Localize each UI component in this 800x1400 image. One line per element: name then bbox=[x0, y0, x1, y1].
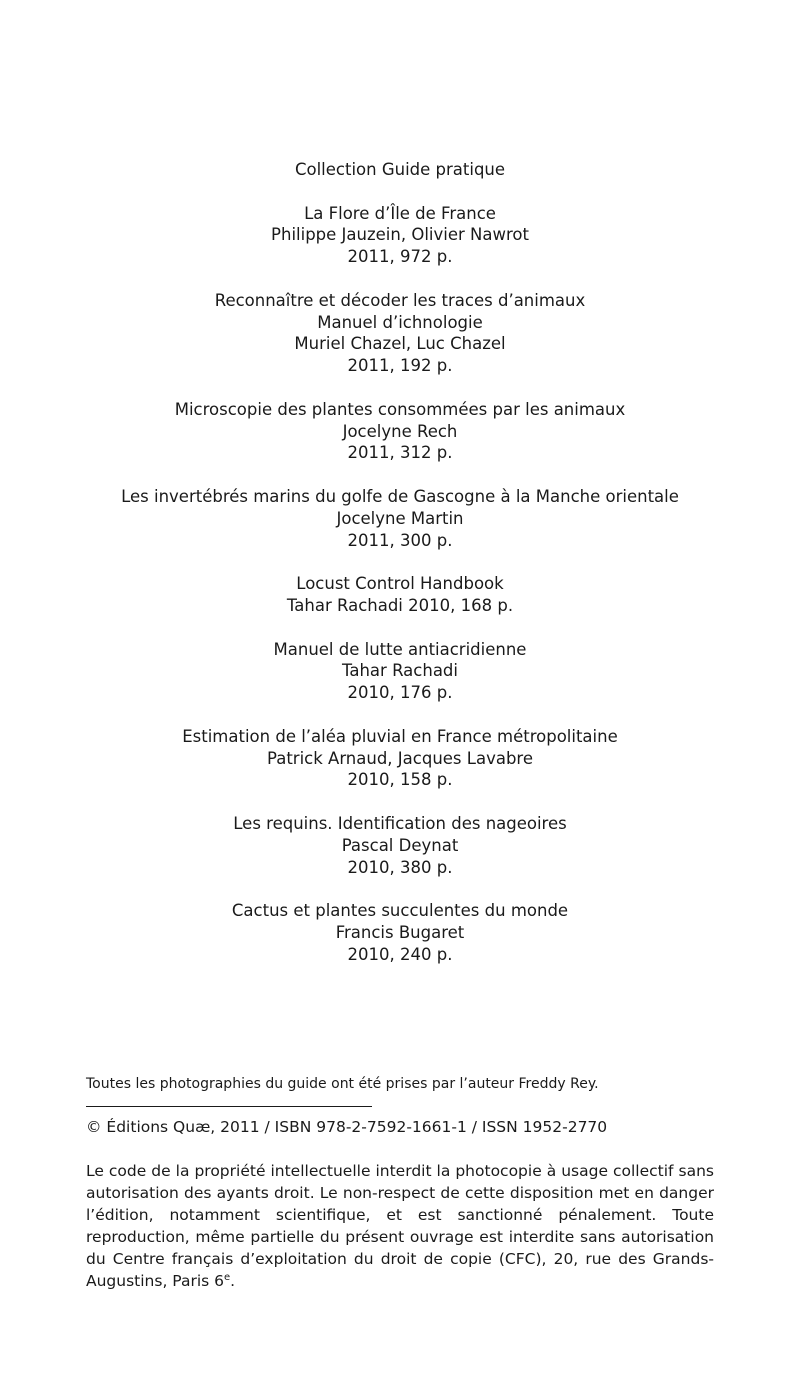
book-authors: Muriel Chazel, Luc Chazel bbox=[294, 334, 506, 354]
book-entry bbox=[0, 399, 800, 464]
collection-list bbox=[0, 159, 800, 987]
legal-notice-text: Le code de la propriété intellectuelle interdit la photocopie à usage collectif sans autorisation des ayants droit. Le non-respect de cette disposition met en danger l’édition, notamment scientifique, et est sanctionné pénalement. Toute reproduction, même partielle du présent ouvrage est interdite sans autorisation du Centre français d’exploitation du droit de copie (CFC), 20, rue des Grands-Augustins, Paris 6 bbox=[86, 1162, 714, 1290]
book-year-pages: 2011, 972 p. bbox=[347, 247, 453, 267]
collection-title: Collection Guide pratique bbox=[294, 160, 506, 179]
book-authors: Patrick Arnaud, Jacques Lavabre bbox=[267, 748, 533, 768]
book-authors: Philippe Jauzein, Olivier Nawrot bbox=[271, 225, 529, 245]
book-entry bbox=[0, 639, 800, 704]
legal-notice-superscript: e bbox=[224, 1271, 231, 1283]
book-entry bbox=[0, 813, 800, 878]
book-authors: Tahar Rachadi bbox=[342, 661, 458, 681]
book-year-pages: 2010, 158 p. bbox=[347, 770, 453, 790]
book-year-pages: 2010, 380 p. bbox=[347, 857, 453, 877]
book-entry bbox=[0, 726, 800, 791]
book-title: Cactus et plantes succulentes du monde bbox=[231, 901, 569, 921]
book-authors-year-pages: Tahar Rachadi 2010, 168 p. bbox=[286, 595, 514, 615]
book-entry bbox=[0, 900, 800, 965]
book-title: Les requins. Identification des nageoires bbox=[233, 813, 567, 833]
book-year-pages: 2010, 176 p. bbox=[347, 683, 453, 703]
photo-credit: Toutes les photographies du guide ont été prises par l’auteur Freddy Rey. bbox=[86, 1076, 599, 1092]
book-entry bbox=[0, 290, 800, 377]
copyright-line: © Éditions Quæ, 2011 / ISBN 978-2-7592-1661-1 / ISSN 1952-2770 bbox=[86, 1118, 608, 1136]
book-authors: Jocelyne Rech bbox=[342, 421, 458, 441]
book-authors: Pascal Deynat bbox=[341, 835, 459, 855]
book-entry bbox=[0, 486, 800, 551]
book-title: La Flore d’Île de France bbox=[304, 203, 496, 223]
book-subtitle: Manuel d’ichnologie bbox=[317, 312, 483, 332]
book-title: Reconnaître et décoder les traces d’animaux bbox=[214, 290, 586, 310]
book-authors: Francis Bugaret bbox=[335, 922, 465, 942]
book-title: Microscopie des plantes consommées par les animaux bbox=[174, 399, 626, 419]
book-year-pages: 2011, 192 p. bbox=[347, 356, 453, 376]
book-year-pages: 2011, 300 p. bbox=[347, 530, 453, 550]
legal-notice-end: . bbox=[230, 1272, 236, 1290]
book-authors: Jocelyne Martin bbox=[336, 508, 464, 528]
footnote-divider bbox=[86, 1106, 372, 1107]
book-entry bbox=[0, 203, 800, 268]
book-title: Locust Control Handbook bbox=[296, 574, 504, 594]
book-title: Manuel de lutte antiacridienne bbox=[273, 639, 527, 659]
book-title: Les invertébrés marins du golfe de Gascogne à la Manche orientale bbox=[121, 486, 679, 506]
book-year-pages: 2011, 312 p. bbox=[347, 443, 453, 463]
book-year-pages: 2010, 240 p. bbox=[347, 944, 453, 964]
book-entry bbox=[0, 573, 800, 617]
legal-notice bbox=[86, 1160, 714, 1292]
book-title: Estimation de l’aléa pluvial en France métropolitaine bbox=[182, 726, 618, 746]
